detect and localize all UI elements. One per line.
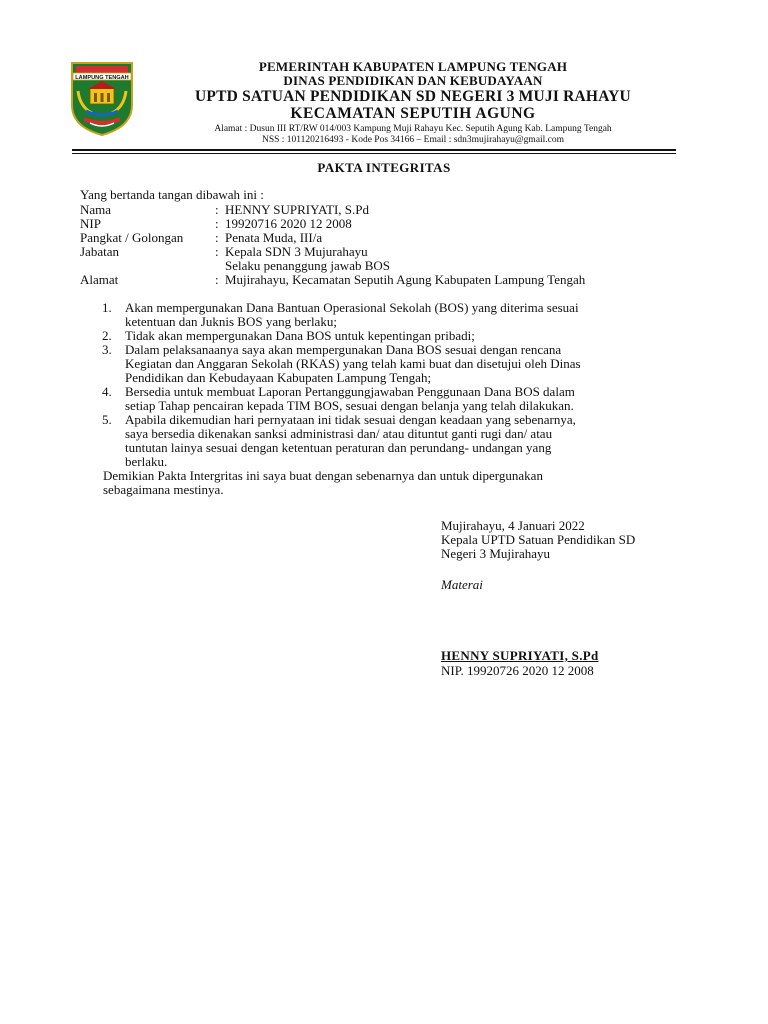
commitment-line: Dalam pelaksanaanya saya akan mempergunakan Dana BOS sesuai dengan rencana bbox=[125, 342, 562, 357]
identity-label: Alamat bbox=[80, 272, 119, 287]
identity-colon: : bbox=[215, 244, 219, 259]
identity-row bbox=[80, 203, 585, 217]
commitment-line: Pendidikan dan Kebudayaan Kabupaten Lampung Tengah; bbox=[125, 370, 432, 385]
commitment-number: 3. bbox=[102, 342, 112, 357]
commitment-item bbox=[80, 329, 660, 343]
materai-stamp-placeholder: Materai bbox=[441, 577, 483, 592]
closing-line: Demikian Pakta Intergritas ini saya buat dengan sebenarnya dan untuk dipergunakan bbox=[103, 468, 543, 483]
signer-nip: NIP. 19920726 2020 12 2008 bbox=[441, 663, 594, 678]
identity-label bbox=[80, 259, 215, 273]
letterhead-divider bbox=[72, 149, 676, 151]
letterhead-department: DINAS PENDIDIKAN DAN KEBUDAYAAN bbox=[283, 73, 543, 88]
letterhead-address: Alamat : Dusun III RT/RW 014/003 Kampung Muji Rahayu Kec. Seputih Agung Kab. Lampung Tengah bbox=[214, 124, 612, 134]
commitment-line: Tidak akan mempergunakan Dana BOS untuk kepentingan pribadi; bbox=[125, 328, 475, 343]
commitment-line: Kegiatan dan Anggaran Sekolah (RKAS) yang telah kami buat dan disetujui oleh Dinas bbox=[125, 356, 581, 371]
signer-name: HENNY SUPRIYATI, S.Pd bbox=[441, 648, 599, 663]
identity-colon: : bbox=[215, 230, 219, 245]
identity-label: NIP bbox=[80, 216, 101, 231]
letterhead-school: UPTD SATUAN PENDIDIKAN SD NEGERI 3 MUJI RAHAYU bbox=[195, 88, 631, 105]
closing-line: sebagaimana mestinya. bbox=[103, 482, 224, 497]
letterhead-district: KECAMATAN SEPUTIH AGUNG bbox=[290, 105, 536, 122]
commitment-number: 5. bbox=[102, 412, 112, 427]
commitment-number: 1. bbox=[102, 300, 112, 315]
closing-statement bbox=[103, 469, 643, 497]
identity-label: Jabatan bbox=[80, 244, 119, 259]
commitment-line: berlaku. bbox=[125, 454, 168, 469]
commitment-item bbox=[80, 385, 660, 413]
commitment-item bbox=[80, 301, 660, 329]
identity-row bbox=[80, 259, 585, 273]
commitment-line: ketentuan dan Juknis BOS yang berlaku; bbox=[125, 314, 337, 329]
identity-colon bbox=[215, 259, 225, 273]
identity-value: HENNY SUPRIYATI, S.Pd bbox=[225, 202, 369, 217]
identity-value: Mujirahayu, Kecamatan Seputih Agung Kabupaten Lampung Tengah bbox=[225, 272, 586, 287]
identity-label: Nama bbox=[80, 202, 112, 217]
letterhead bbox=[150, 60, 676, 145]
identity-value: 19920716 2020 12 2008 bbox=[225, 216, 352, 231]
lampung-tengah-logo bbox=[70, 61, 134, 137]
commitment-line: tuntutan lainya sesuai dengan ketentuan peraturan dan perundang- undangan yang bbox=[125, 440, 552, 455]
commitment-line: Apabila dikemudian hari pernyataan ini tidak sesuai dengan keadaan yang sebenarnya, bbox=[125, 412, 576, 427]
commitment-list bbox=[80, 301, 660, 469]
commitment-item bbox=[80, 413, 660, 469]
identity-colon: : bbox=[215, 216, 219, 231]
letterhead-divider-thin bbox=[72, 153, 676, 154]
identity-row bbox=[80, 245, 585, 259]
identity-colon: : bbox=[215, 202, 219, 217]
commitment-line: setiap Tahap pencairan kepada TIM BOS, sesuai dengan belanja yang telah dilakukan. bbox=[125, 398, 574, 413]
svg-text:LAMPUNG TENGAH: LAMPUNG TENGAH bbox=[75, 75, 129, 81]
identity-colon: : bbox=[215, 272, 219, 287]
identity-value: Kepala SDN 3 Mujurahayu bbox=[225, 244, 368, 259]
commitment-number: 4. bbox=[102, 384, 112, 399]
signature-block bbox=[441, 519, 635, 561]
identity-table bbox=[80, 203, 585, 287]
letterhead-government: PEMERINTAH KABUPATEN LAMPUNG TENGAH bbox=[258, 59, 568, 74]
place-date: Mujirahayu, 4 Januari 2022 bbox=[441, 518, 585, 533]
identity-row bbox=[80, 217, 585, 231]
signer-position: Kepala UPTD Satuan Pendidikan SD bbox=[441, 532, 636, 547]
commitment-number: 2. bbox=[102, 328, 112, 343]
document-title: PAKTA INTEGRITAS bbox=[317, 160, 451, 175]
signer-position-cont: Negeri 3 Mujirahayu bbox=[441, 546, 551, 561]
commitment-line: saya bersedia dikenakan sanksi administrasi dan/ atau dituntut ganti rugi dan/ atau bbox=[125, 426, 553, 441]
intro-text: Yang bertanda tangan dibawah ini : bbox=[80, 187, 264, 202]
commitment-item bbox=[80, 343, 660, 385]
identity-row bbox=[80, 273, 585, 287]
letterhead-contact: NSS : 101120216493 - Kode Pos 34166 – Email : sdn3mujirahayu@gmail.com bbox=[261, 134, 565, 145]
identity-row bbox=[80, 231, 585, 245]
identity-value: Penata Muda, III/a bbox=[225, 230, 323, 245]
commitment-line: Bersedia untuk membuat Laporan Pertanggungjawaban Penggunaan Dana BOS dalam bbox=[125, 384, 575, 399]
identity-value: Selaku penanggung jawab BOS bbox=[225, 258, 391, 273]
commitment-line: Akan mempergunakan Dana Bantuan Operasional Sekolah (BOS) yang diterima sesuai bbox=[125, 300, 579, 315]
identity-label: Pangkat / Golongan bbox=[80, 230, 184, 245]
